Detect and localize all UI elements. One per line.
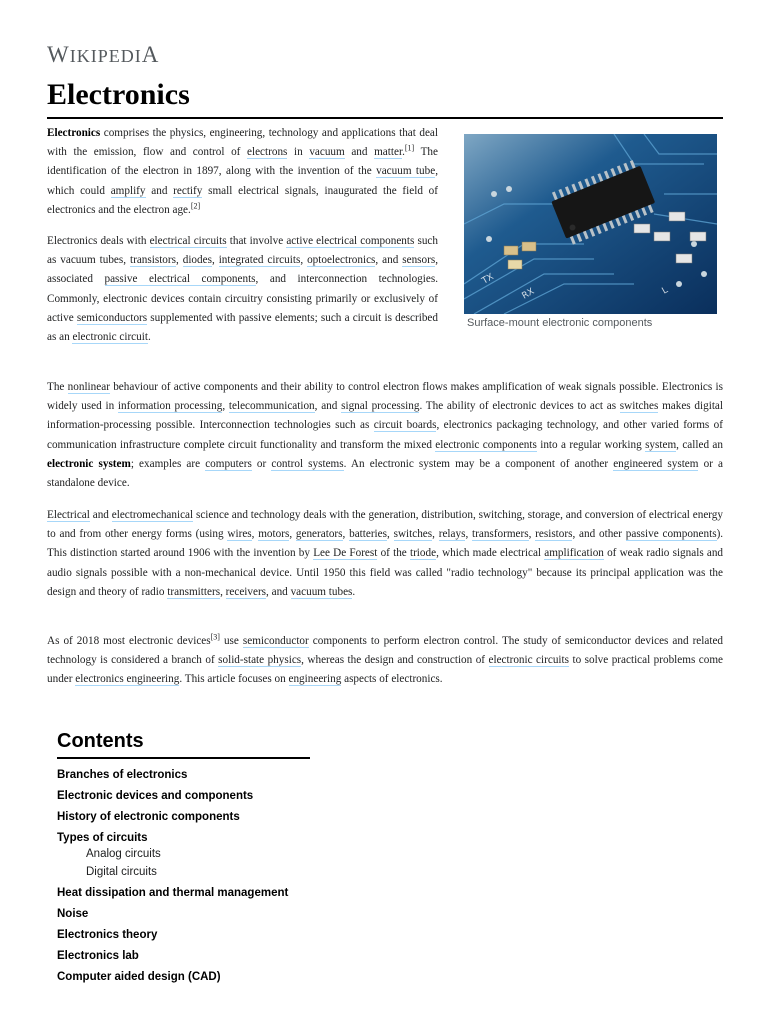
link-circuit-boards[interactable]: circuit boards (373, 419, 437, 432)
link-electrical[interactable]: Electrical (47, 509, 90, 521)
link-engineered-system[interactable]: engineered system (613, 457, 699, 470)
link-integrated-circuits[interactable]: integrated circuits (218, 254, 301, 267)
link-computers[interactable]: computers (205, 457, 252, 470)
intro-paragraph-2: Electronics deals with electrical circuits that involve active electrical components such as vacuum tubes, transistors, diodes, integrated circuits, optoelectronics, and sensors, associated passive electrical components, and interconnection technologies. Commonly, electronic devices contain circuitry consisting primarily or exclusively of active semiconductors supplemented with passive elements; such a circuit is described as an electronic circuit. (47, 235, 438, 344)
link-control-systems[interactable]: control systems (271, 457, 344, 470)
wikipedia-logo[interactable]: WIKIPEDIA (47, 42, 160, 67)
body-paragraph-5: As of 2018 most electronic devices[3] use semiconductor components to perform electron control. The study of semiconductor devices and related technology is considered a branch of solid-state physics, whereas the design and construction of electronic circuits to solve practical problems come under electronics engineering. This article focuses on engineering aspects of electronics. (47, 632, 724, 686)
link-information-processing[interactable]: information processing (117, 400, 223, 413)
link-semiconductors[interactable]: semiconductors (76, 311, 148, 324)
link-electronic-circuits[interactable]: electronic circuits (488, 654, 569, 667)
toc-item-lab[interactable]: Electronics lab (57, 950, 139, 962)
link-triode[interactable]: triode (409, 547, 437, 560)
link-electronics-engineering[interactable]: electronics engineering (75, 673, 180, 686)
table-of-contents (57, 730, 310, 988)
link-lee-de-forest[interactable]: Lee De Forest (313, 547, 378, 560)
page-title: Electronics (47, 78, 190, 111)
circuit-board-image[interactable] (464, 134, 717, 314)
link-vacuum-tube[interactable]: vacuum tube (376, 165, 436, 178)
link-electronic-components[interactable]: electronic components (435, 438, 537, 451)
link-relays[interactable]: relays (438, 528, 466, 541)
link-passive-components[interactable]: passive components (625, 528, 717, 541)
link-receivers[interactable]: receivers (225, 585, 267, 598)
intro-paragraph-1: Electronics comprises the physics, engineering, technology and applications that deal with the emission, flow and control of electrons in vacuum and matter.[1] The identification of the electron in 1897, along with the invention of the vacuum tube, which could amplify and rectify small electrical signals, inaugurated the field of electronics and the electron age.[2] (47, 127, 438, 216)
citation-1[interactable]: [1] (404, 143, 415, 153)
link-passive-electrical-components[interactable]: passive electrical components (104, 273, 256, 286)
body-paragraph-4: Electrical and electromechanical science and technology deals with the generation, distribution, switching, storage, and conversion of electrical energy to and from other energy forms (using wires, motors, generators, batteries, switches, relays, transformers, resistors, and other passive components). This distinction started around 1906 with the invention by Lee De Forest of the triode, which made electrical amplification of weak radio signals and audio signals possible with a non-mechanical device. Until 1950 this field was called "radio technology" because its principal application was the design and theory of radio transmitters, receivers, and vacuum tubes. (47, 509, 724, 598)
link-vacuum[interactable]: vacuum (309, 146, 345, 159)
toc-item-theory[interactable]: Electronics theory (57, 929, 158, 941)
toc-item-devices[interactable]: Electronic devices and components (57, 790, 254, 802)
link-motors[interactable]: motors (258, 528, 290, 541)
toc-item-label: Types of circuits (57, 832, 148, 844)
link-active-electrical-components[interactable]: active electrical components (286, 235, 415, 247)
toc-list (57, 765, 310, 988)
link-matter[interactable]: matter (374, 146, 403, 159)
toc-subitem-digital[interactable]: Digital circuits (86, 866, 157, 878)
link-engineering[interactable]: engineering (288, 673, 342, 686)
link-electromechanical[interactable]: electromechanical (111, 509, 194, 521)
svg-text:TX: TX (480, 272, 496, 287)
link-electrical-circuits[interactable]: electrical circuits (149, 235, 227, 247)
link-semiconductor[interactable]: semiconductor (242, 635, 309, 647)
link-electrons[interactable]: electrons (247, 146, 288, 159)
title-divider (47, 117, 723, 119)
link-transistors[interactable]: transistors (129, 254, 176, 267)
body-paragraph-3: The nonlinear behaviour of active components and their ability to control electron flows makes amplification of weak signals possible. Electronics is widely used in information processing, telecommunication, and signal processing. The ability of electronic devices to act as switches makes digital information-processing possible. Interconnection technologies such as circuit boards, electronics packaging technology, and other varied forms of communication infrastructure complete circuit functionality and transform the mixed electronic components into a regular working system, called an electronic system; examples are computers or control systems. An electronic system may be a component of another engineered system or a standalone device. (47, 381, 724, 490)
circuit-board-photo-icon (464, 134, 717, 314)
toc-item-cad[interactable]: Computer aided design (CAD) (57, 971, 221, 983)
link-telecommunication[interactable]: telecommunication (228, 400, 315, 413)
bold-term: electronic system (47, 457, 131, 470)
citation-3[interactable]: [3] (210, 632, 220, 642)
link-amplification[interactable]: amplification (544, 547, 604, 560)
link-electronic-circuit[interactable]: electronic circuit (72, 331, 148, 344)
toc-item-branches[interactable]: Branches of electronics (57, 769, 188, 781)
figure-caption: Surface-mount electronic components (467, 317, 653, 329)
link-resistors[interactable]: resistors (535, 528, 573, 541)
toc-item-history[interactable]: History of electronic components (57, 811, 240, 823)
toc-item-heat[interactable]: Heat dissipation and thermal management (57, 887, 289, 899)
toc-title: Contents (57, 730, 310, 759)
link-optoelectronics[interactable]: optoelectronics (307, 254, 376, 267)
link-vacuum-tubes[interactable]: vacuum tubes (290, 585, 353, 598)
link-solid-state-physics[interactable]: solid-state physics (218, 654, 302, 667)
link-switches[interactable]: switches (619, 400, 659, 413)
link-wires[interactable]: wires (227, 528, 252, 541)
link-diodes[interactable]: diodes (182, 254, 212, 267)
link-transmitters[interactable]: transmitters (167, 585, 221, 598)
link-generators[interactable]: generators (295, 528, 343, 541)
link-rectify[interactable]: rectify (173, 184, 203, 197)
link-amplify[interactable]: amplify (110, 184, 146, 197)
link-nonlinear[interactable]: nonlinear (67, 381, 110, 393)
svg-text:RX: RX (520, 286, 537, 302)
toc-sublist-wrapper (57, 845, 310, 881)
toc-sublist (57, 845, 310, 881)
link-transformers[interactable]: transformers (472, 528, 529, 541)
toc-item-noise[interactable]: Noise (57, 908, 89, 920)
citation-2[interactable]: [2] (190, 201, 201, 211)
link-system[interactable]: system (645, 438, 677, 451)
toc-subitem-analog[interactable]: Analog circuits (86, 848, 161, 860)
link-sensors[interactable]: sensors (402, 254, 436, 267)
link-switches-2[interactable]: switches (393, 528, 433, 541)
bold-term: Electronics (47, 127, 101, 139)
link-signal-processing[interactable]: signal processing (341, 400, 420, 413)
svg-text:L: L (660, 285, 670, 297)
link-batteries[interactable]: batteries (349, 528, 387, 541)
